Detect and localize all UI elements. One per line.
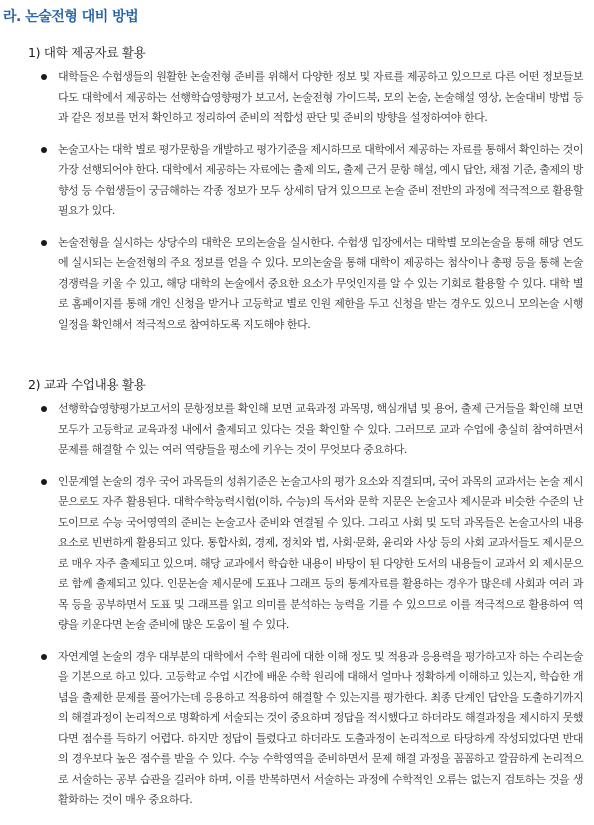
list-item (0, 67, 594, 129)
paragraph-text: 인문계열 논술의 경우 국어 과목들의 성취기준은 논술고사의 평가 요소와 직결되며, 국어 과목의 교과서는 논술 제시문으로도 자주 활용된다. 대학수학능력시험(이하, 수능)의 독서와 문학 지문은 논술고사 제시문과 비슷한 수준의 난도이므로 수능 국어영역의 준비는 논술고사 준비와 연결될 수 있다. 그리고 사회 및 도덕 과목들은 논술고사의 내용 요소로 빈번하게 활용되고 있다. 통합사회, 경제, 정치와 법, 사회·문화, 윤리와 사상 등의 사회 교과서들도 제시문으로 매우 자주 출제되고 있으며. 해당 교과에서 학습한 내용이 바탕이 된 다양한 도서의 내용들이 교과서 외 제시문으로 함께 출제되고 있다. 인문논술 제시문에 도표나 그래프 등의 통계자료를 활용하는 경우가 많은데 사회과 여러 과목 등을 공부하면서 도표 및 그래프를 읽고 의미를 분석하는 능력을 기를 수 있으므로 이를 적극적으로 활용하여 역량을 키운다면 논술 준비에 많은 도움이 될 수 있다. (58, 474, 583, 631)
subsection-title-2: 2) 교과 수업내용 활용 (28, 377, 146, 392)
bullet-list-2 (0, 399, 594, 822)
paragraph-text: 논술전형을 실시하는 상당수의 대학은 모의논술을 실시한다. 수험생 입장에서는 대학별 모의논술을 통해 해당 연도에 실시되는 논술전형의 주요 정보를 얻을 수 있다. 모의논술을 통해 대학이 제공하는 첨삭이나 총평 등을 통해 논술 경쟁력을 키울 수 있고, 해당 대학의 논술에서 중요한 요소가 무엇인지를 알 수 있는 기회로 활용할 수 있다. 대학 별로 홈페이지를 통해 개인 신청을 받거나 고등학교 별로 인원 제한을 두고 신청을 받는 경우도 있으니 모의논술 시행일정을 확인해서 적극적으로 참여하도록 지도해야 한다. (58, 235, 583, 331)
section-heading: 라. 논술전형 대비 방법 (3, 9, 139, 25)
paragraph-text: 대학들은 수험생들의 원활한 논술전형 준비를 위해서 다양한 정보 및 자료를 제공하고 있으므로 다른 어떤 정보들보다도 대학에서 제공하는 선행학습영향평가 보고서, 논술전형 가이드북, 모의 논술, 논술해설 영상, 논술대비 방법 등과 같은 정보를 먼저 확인하고 정리하여 준비의 적합성 판단 및 준비의 방향을 설정하여야 한다. (58, 70, 583, 124)
paragraph-text: 선행학습영향평가보고서의 문항정보를 확인해 보면 교육과정 과목명, 핵심개념 및 용어, 출제 근거들을 확인해 보면 모두가 고등학교 교육과정 내에서 출제되고 있다는 것을 확인할 수 있다. 그러므로 교과 수업에 충실히 참여하면서 문제를 해결할 수 있는 여러 역량들을 평소에 키우는 것이 무엇보다 중요하다. (58, 402, 583, 456)
list-item (0, 647, 594, 811)
subsection-title-1: 1) 대학 제공자료 활용 (28, 45, 146, 60)
list-item (0, 472, 594, 636)
bullet-list-1 (0, 67, 594, 346)
bullet-dot-icon (41, 240, 47, 246)
list-item (0, 399, 594, 461)
bullet-dot-icon (41, 147, 47, 153)
list-item (0, 140, 594, 222)
bullet-dot-icon (41, 654, 47, 660)
bullet-dot-icon (41, 406, 47, 412)
paragraph-text: 자연계열 논술의 경우 대부분의 대학에서 수학 원리에 대한 이해 정도 및 적용과 응용력을 평가하고자 하는 수리논술을 기본으로 하고 있다. 고등학교 수업 시간에 배운 수학 원리에 대해서 얼마나 정확하게 이해하고 있는지, 학습한 개념을 출제한 문제를 풀어가는데 응용하고 적용하여 해결할 수 있는지를 평가한다. 최종 단계인 답안을 도출하기까지의 해결과정이 논리적으로 명확하게 서술되는 것이 중요하며 정답을 적시했다고 하더라도 해결과정을 제시하지 못했다면 점수를 득하기 어렵다. 하지만 정답이 틀렸다고 하더라도 도출과정이 논리적으로 타당하게 작성되었다면 반대의 경우보다 높은 점수를 받을 수 있다. 수능 수학영역을 준비하면서 문제 해결 과정을 꼼꼼하고 깔끔하게 논리적으로 서술하는 공부 습관을 길러야 하며, 이를 반복하면서 서술하는 과정에 수학적인 오류는 없는지 검토하는 것을 생활화하는 것이 매우 중요하다. (58, 649, 584, 806)
paragraph-text: 논술고사는 대학 별로 평가문항을 개발하고 평가기준을 제시하므로 대학에서 제공하는 자료를 통해서 확인하는 것이 가장 선행되어야 한다. 대학에서 제공하는 자료에는 출제 의도, 출제 근거 문항 해설, 예시 답안, 채점 기준, 출제의 방향성 등 수험생들이 궁금해하는 각종 정보가 모두 상세히 담겨 있으므로 논술 준비 전반의 과정에 적극적으로 활용할 필요가 있다. (58, 142, 584, 217)
bullet-dot-icon (41, 74, 47, 80)
bullet-dot-icon (41, 479, 47, 485)
list-item (0, 233, 594, 336)
